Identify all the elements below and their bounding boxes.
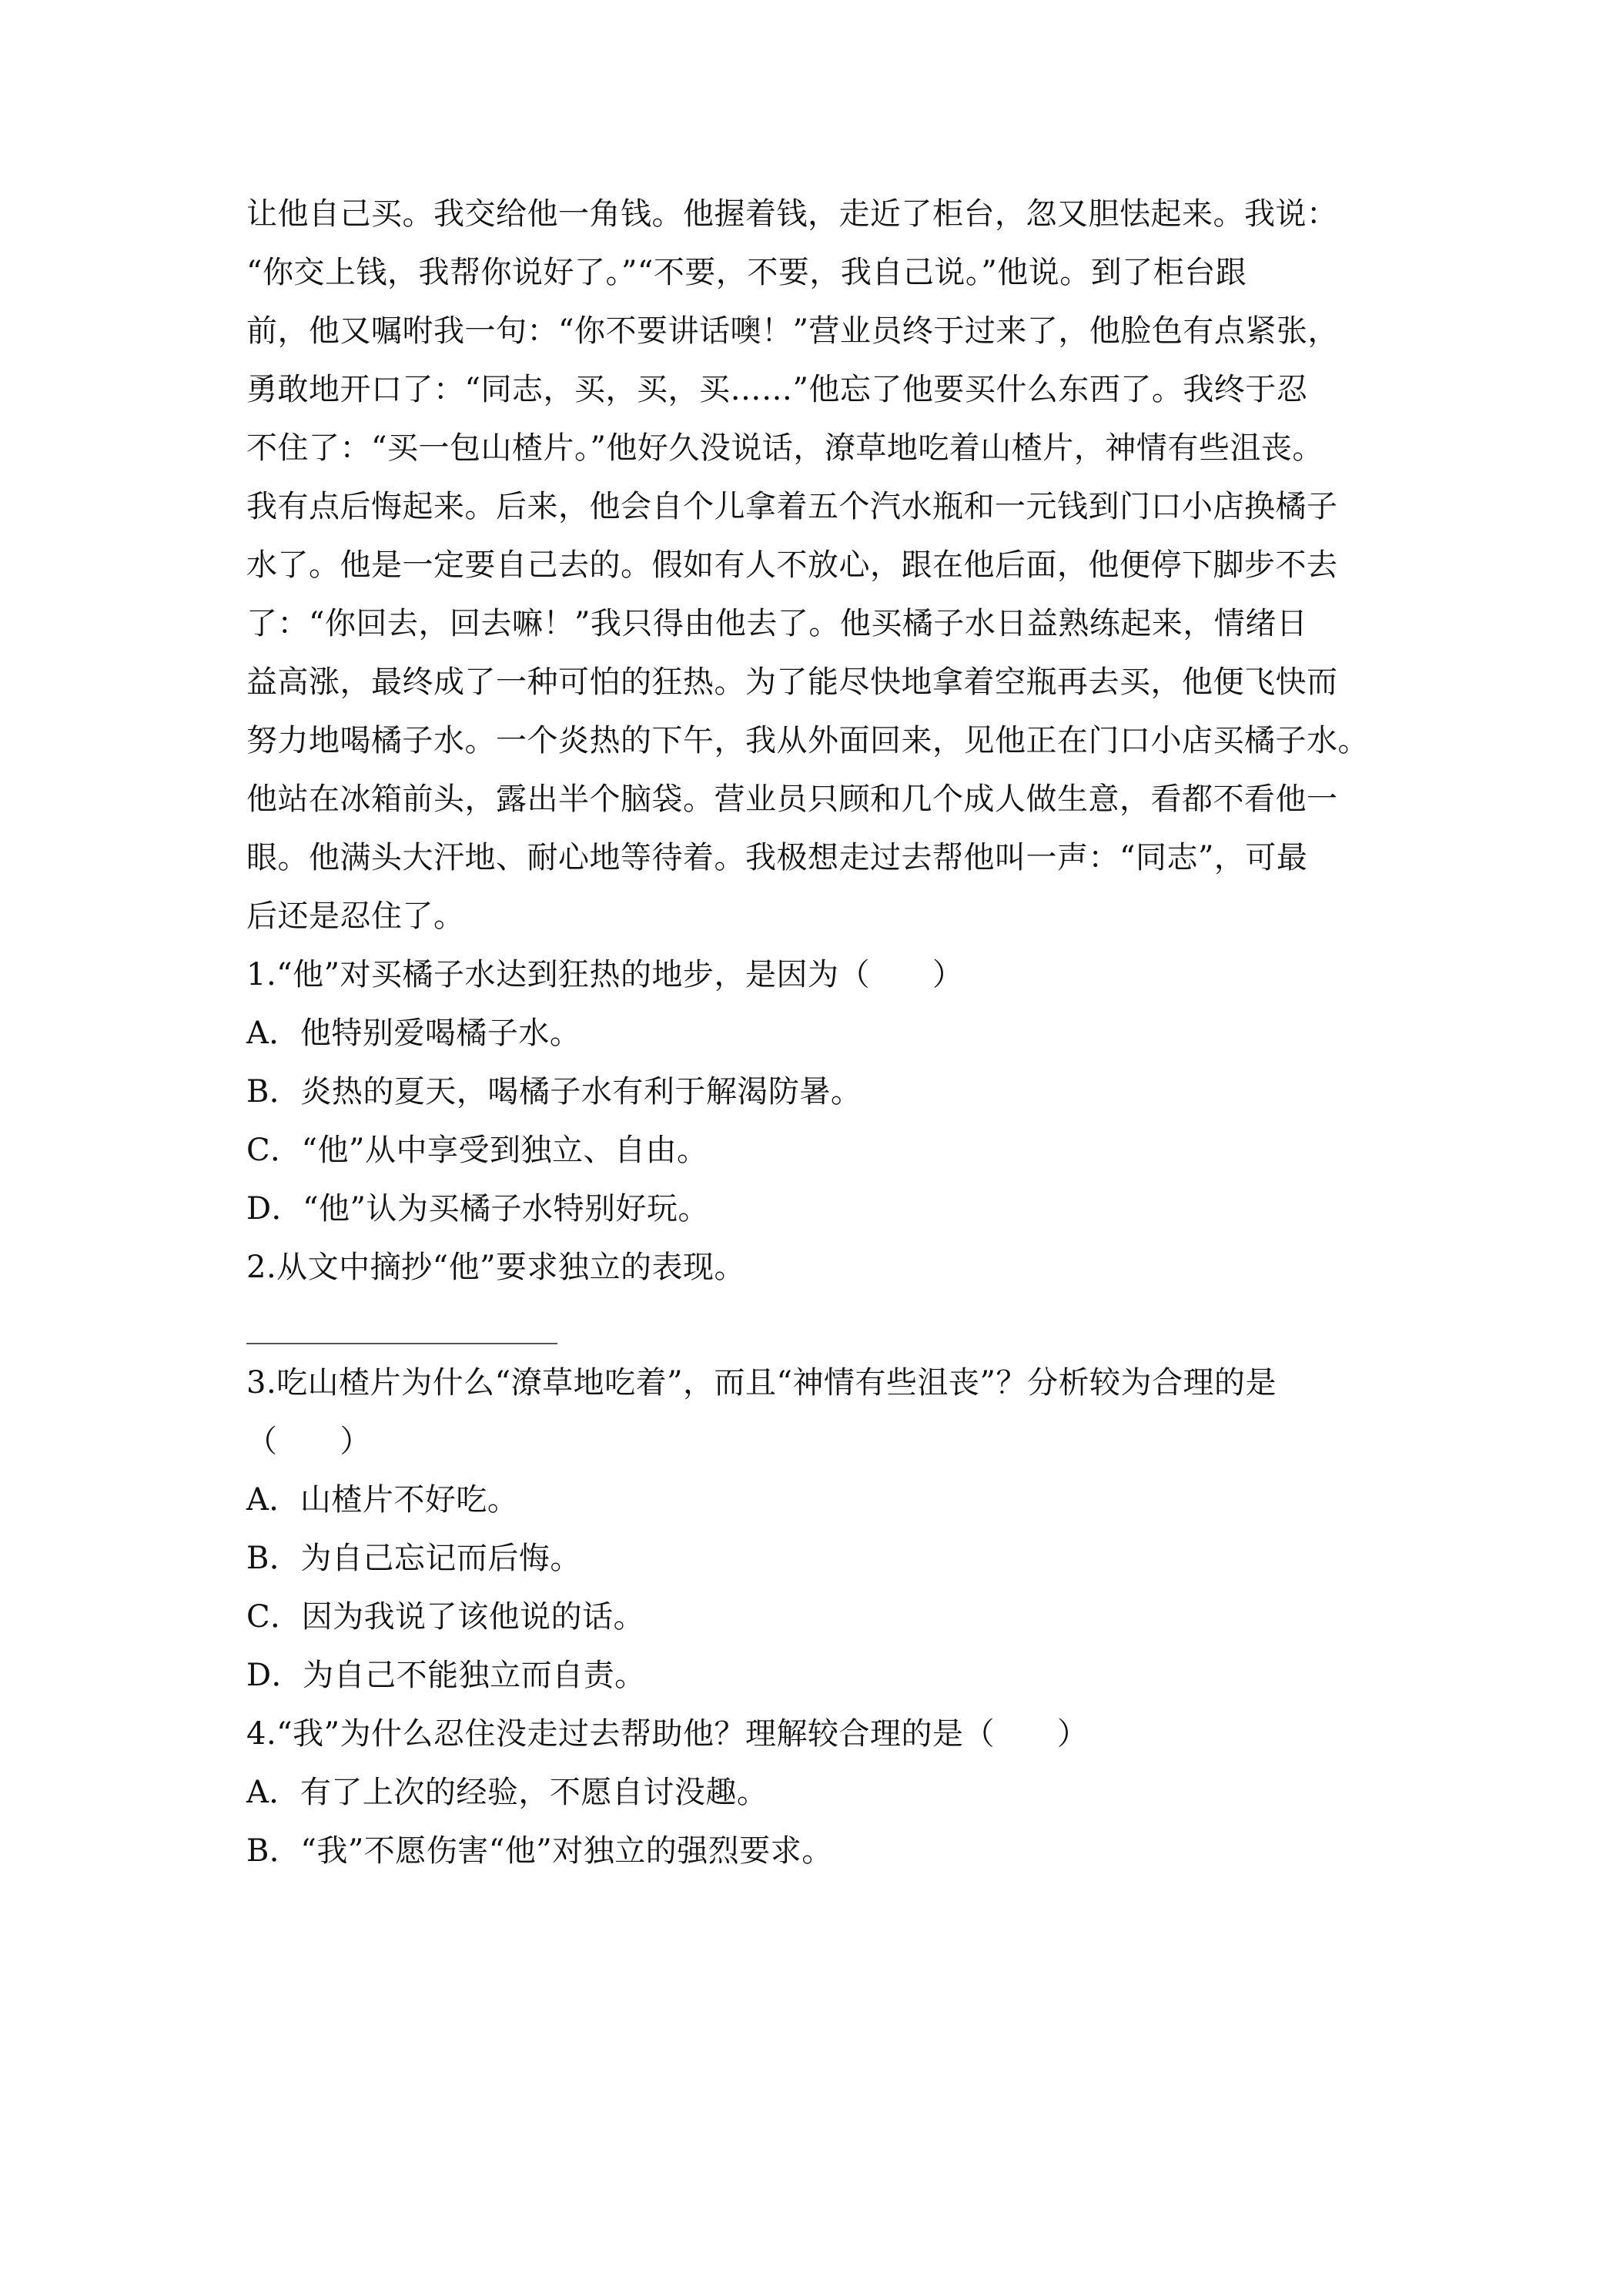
question-stem: 2.从文中摘抄“他”要求独立的表现。 — [246, 1250, 746, 1285]
question-4 — [246, 1705, 1386, 1880]
option-c: C．“他”从中享受到独立、自由。 — [246, 1133, 708, 1168]
answer-blank-line — [246, 1343, 557, 1344]
passage-line: 眼。他满头大汗地、耐心地等待着。我极想走过去帮他叫一声：“同志”，可最 — [246, 840, 1308, 875]
option-b: B．炎热的夏天，喝橘子水有利于解渴防暑。 — [246, 1074, 862, 1110]
question-stem: 1.“他”对买橘子水达到狂热的地步，是因为（ ） — [246, 957, 964, 992]
passage-line: 他站在冰箱前头，露出半个脑袋。营业员只顾和几个成人做生意，看都不看他一 — [246, 782, 1338, 817]
passage-line: 让他自己买。我交给他一角钱。他握着钱，走近了柜台，忽又胆怯起来。我说： — [246, 196, 1338, 232]
question-stem-continuation: （ ） — [246, 1424, 371, 1459]
passage-line: 不住了：“买一包山楂片。”他好久没说话，潦草地吃着山楂片，神情有些沮丧。 — [246, 430, 1323, 466]
passage-line: “你交上钱，我帮你说好了。”“不要，不要，我自己说。”他说。到了柜台跟 — [246, 255, 1247, 290]
passage-line: 努力地喝橘子水。一个炎热的下午，我从外面回来，见他正在门口小店买橘子水。 — [246, 723, 1369, 758]
option-a: A．山楂片不好吃。 — [246, 1482, 519, 1518]
passage-line: 后还是忍住了。 — [246, 899, 465, 934]
reading-passage — [246, 185, 1386, 946]
question-stem: 3.吃山楂片为什么“潦草地吃着”，而且“神情有些沮丧”？分析较为合理的是 — [246, 1365, 1277, 1401]
option-a: A．他特别爱喝橘子水。 — [246, 1016, 581, 1051]
question-3 — [246, 1354, 1386, 1705]
option-b: B．“我”不愿伤害“他”对独立的强烈要求。 — [246, 1833, 833, 1869]
question-2 — [246, 1238, 1386, 1344]
passage-line: 前，他又嘱咐我一句：“你不要讲话噢！”营业员终于过来了，他脸色有点紧张， — [246, 313, 1339, 349]
passage-line: 我有点后悔起来。后来，他会自个儿拿着五个汽水瓶和一元钱到门口小店换橘子 — [246, 489, 1338, 524]
passage-line: 了：“你回去，回去嘛！”我只得由他去了。他买橘子水日益熟练起来，情绪日 — [246, 606, 1308, 641]
option-d: D．为自己不能独立而自责。 — [246, 1658, 646, 1693]
passage-line: 水了。他是一定要自己去的。假如有人不放心，跟在他后面，他便停下脚步不去 — [246, 547, 1338, 583]
page-content — [246, 185, 1386, 1880]
passage-line: 勇敢地开口了：“同志，买，买，买……”他忘了他要买什么东西了。我终于忍 — [246, 372, 1308, 407]
option-a: A．有了上次的经验，不愿自讨没趣。 — [246, 1775, 768, 1810]
passage-line: 益高涨，最终成了一种可怕的狂热。为了能尽快地拿着空瓶再去买，他便飞快而 — [246, 664, 1338, 700]
option-b: B．为自己忘记而后悔。 — [246, 1541, 581, 1576]
question-1 — [246, 946, 1386, 1238]
option-d: D．“他”认为买橘子水特别好玩。 — [246, 1191, 709, 1227]
option-c: C．因为我说了该他说的话。 — [246, 1599, 645, 1635]
question-stem: 4.“我”为什么忍住没走过去帮助他？理解较合理的是（ ） — [246, 1716, 1089, 1752]
